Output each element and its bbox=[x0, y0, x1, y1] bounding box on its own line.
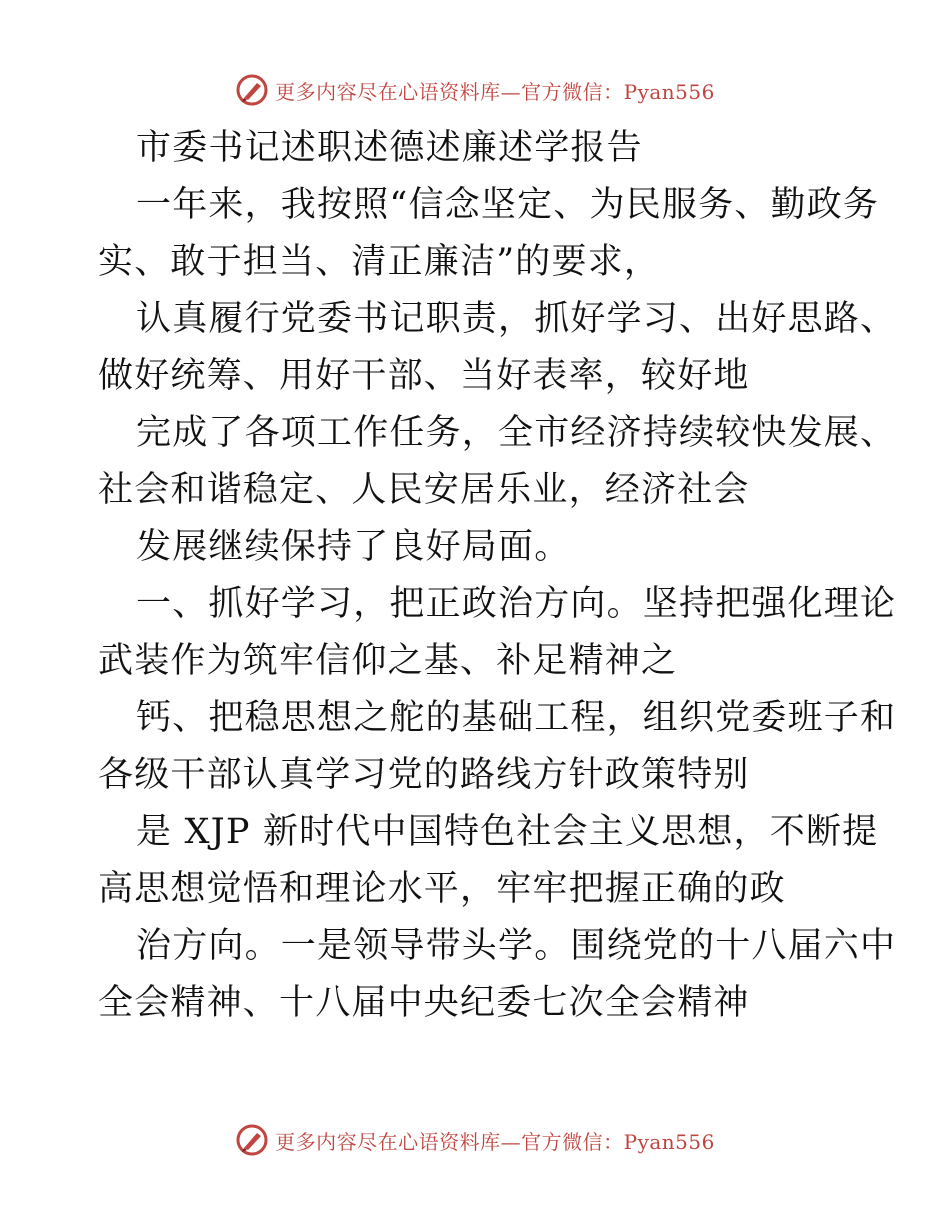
text-line: 是 XJP 新时代中国特色社会主义思想，不断提 bbox=[136, 812, 879, 852]
pen-logo-icon bbox=[235, 73, 269, 107]
text-line: 认真履行党委书记职责，抓好学习、出好思路、 bbox=[136, 299, 897, 339]
text-line: 全会精神、十八届中央纪委七次全会精神 bbox=[98, 983, 750, 1023]
text-line: 社会和谐稳定、人民安居乐业，经济社会 bbox=[98, 470, 750, 510]
text-line: 一、抓好学习，把正政治方向。坚持把强化理论 bbox=[136, 584, 897, 624]
text-line: 做好统筹、用好干部、当好表率，较好地 bbox=[98, 356, 750, 396]
header-watermark bbox=[0, 70, 950, 110]
footer-watermark bbox=[0, 1120, 950, 1160]
pen-logo-icon bbox=[235, 1123, 269, 1157]
text-line: 一年来，我按照“信念坚定、为民服务、勤政务 bbox=[136, 185, 880, 225]
text-line: 武装作为筑牢信仰之基、补足精神之 bbox=[98, 641, 678, 681]
text-line: 钙、把稳思想之舵的基础工程，组织党委班子和 bbox=[136, 698, 897, 738]
text-line: 发展继续保持了良好局面。 bbox=[136, 527, 571, 567]
document-title: 市委书记述职述德述廉述学报告 bbox=[136, 128, 643, 168]
text-line: 各级干部认真学习党的路线方针政策特别 bbox=[98, 755, 750, 795]
watermark-text: 更多内容尽在心语资料库—官方微信：Pyan556 bbox=[275, 1129, 715, 1154]
document-body bbox=[98, 120, 897, 1032]
text-line: 高思想觉悟和理论水平，牢牢把握正确的政 bbox=[98, 869, 786, 909]
watermark-text: 更多内容尽在心语资料库—官方微信：Pyan556 bbox=[275, 79, 715, 104]
text-line: 实、敢于担当、清正廉洁”的要求， bbox=[98, 242, 661, 282]
text-line: 治方向。一是领导带头学。围绕党的十八届六中 bbox=[136, 926, 897, 966]
text-line: 完成了各项工作任务，全市经济持续较快发展、 bbox=[136, 413, 897, 453]
